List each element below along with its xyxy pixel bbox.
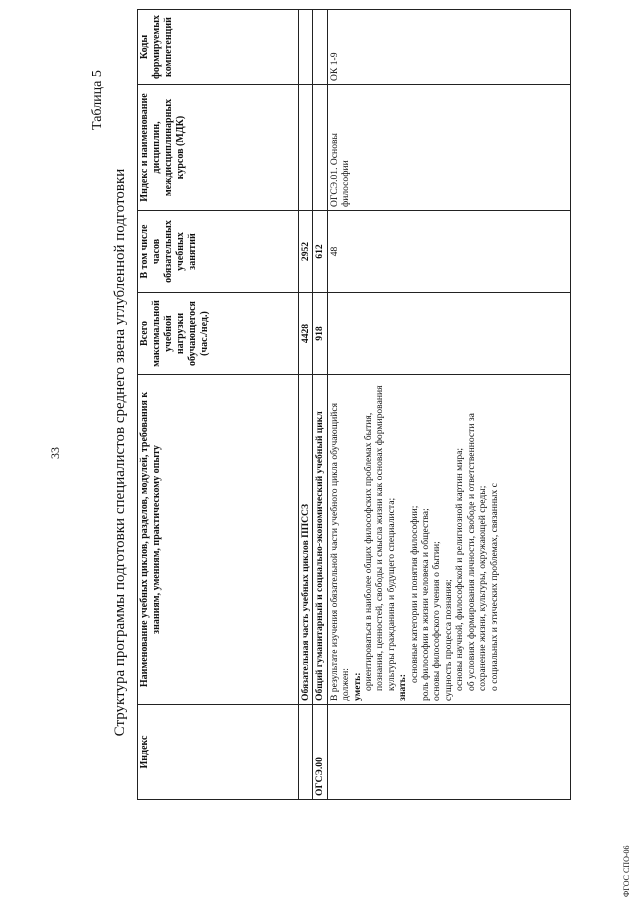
- page-number: 33: [48, 447, 62, 459]
- row-total-load: 4428: [299, 293, 313, 375]
- table-label: Таблица 5: [90, 70, 105, 130]
- row-mandatory-hours: 612: [313, 211, 327, 293]
- detail-mandatory-hours: 48: [327, 211, 570, 293]
- column-header-mandatory-hours: В том числе часов обязательных учебных занятий: [138, 211, 299, 293]
- row-competency-codes: [313, 10, 327, 85]
- column-header-discipline: Индекс и наименование дисциплин, междисциплинарных курсов (МДК): [138, 85, 299, 211]
- detail-requirements: [327, 375, 570, 705]
- row-index: ОГСЭ.00: [313, 705, 327, 800]
- detail-competency-codes: ОК 1-9: [327, 10, 570, 85]
- requirement-line: сущность процесса познания;: [442, 579, 454, 701]
- detail-index: [327, 705, 570, 800]
- row-discipline: [313, 85, 327, 211]
- column-header-index: Индекс: [138, 705, 299, 800]
- document-title: Структура программы подготовки специалистов среднего звена углубленной подготовки: [112, 168, 128, 737]
- column-header-competency-codes: Коды формируемых компетенций: [138, 10, 299, 85]
- requirement-line: основы научной, философской и религиозной картин мира;: [454, 447, 466, 691]
- row-discipline: [299, 85, 313, 211]
- row-name: Обязательная часть учебных циклов ППССЗ: [299, 375, 313, 705]
- program-structure-table: [137, 9, 571, 800]
- requirement-line: ориентироваться в наиболее общих философских проблемах бытия, познания, ценностей, свободы и смысла жизни как основах формирования культуры гражданина и будущего специалиста;: [363, 385, 397, 691]
- table-row: [313, 10, 327, 800]
- row-index: [299, 705, 313, 800]
- requirement-line: В результате изучения обязательной части учебного цикла обучающийся должен:: [328, 402, 352, 701]
- detail-discipline: ОГСЭ.01. Основы философии: [327, 85, 570, 211]
- row-mandatory-hours: 2952: [299, 211, 313, 293]
- requirement-line: о социальных и этических проблемах, связанных с: [488, 483, 500, 691]
- requirement-label-skills: уметь:: [351, 672, 363, 701]
- requirement-line: об условиях формирования личности, свободе и ответственности за сохранение жизни, культуры, окружающей среды;: [465, 413, 489, 691]
- row-competency-codes: [299, 10, 313, 85]
- table-row-detail: [327, 10, 570, 800]
- detail-total-load: [327, 293, 570, 375]
- table-row: [299, 10, 313, 800]
- requirement-line: основные категории и понятия философии;: [408, 505, 420, 683]
- program-structure-table-wrapper: [137, 10, 571, 800]
- requirement-line: роль философии в жизни человека и общества;: [420, 508, 432, 701]
- table-header-row: [138, 10, 299, 800]
- column-header-total-load: Всего максимальной учебной нагрузки обучающегося (час./нед.): [138, 293, 299, 375]
- column-header-name: Наименование учебных циклов, разделов, модулей, требования к знаниям, умениям, практическому опыту: [138, 375, 299, 705]
- row-name: Общий гуманитарный и социально-экономический учебный цикл: [313, 375, 327, 705]
- requirement-line: основы философского учения о бытии;: [431, 541, 443, 701]
- footer-code: ФГОС СПО-06: [622, 845, 631, 897]
- row-total-load: 918: [313, 293, 327, 375]
- requirement-label-knowledge: знать:: [397, 674, 409, 701]
